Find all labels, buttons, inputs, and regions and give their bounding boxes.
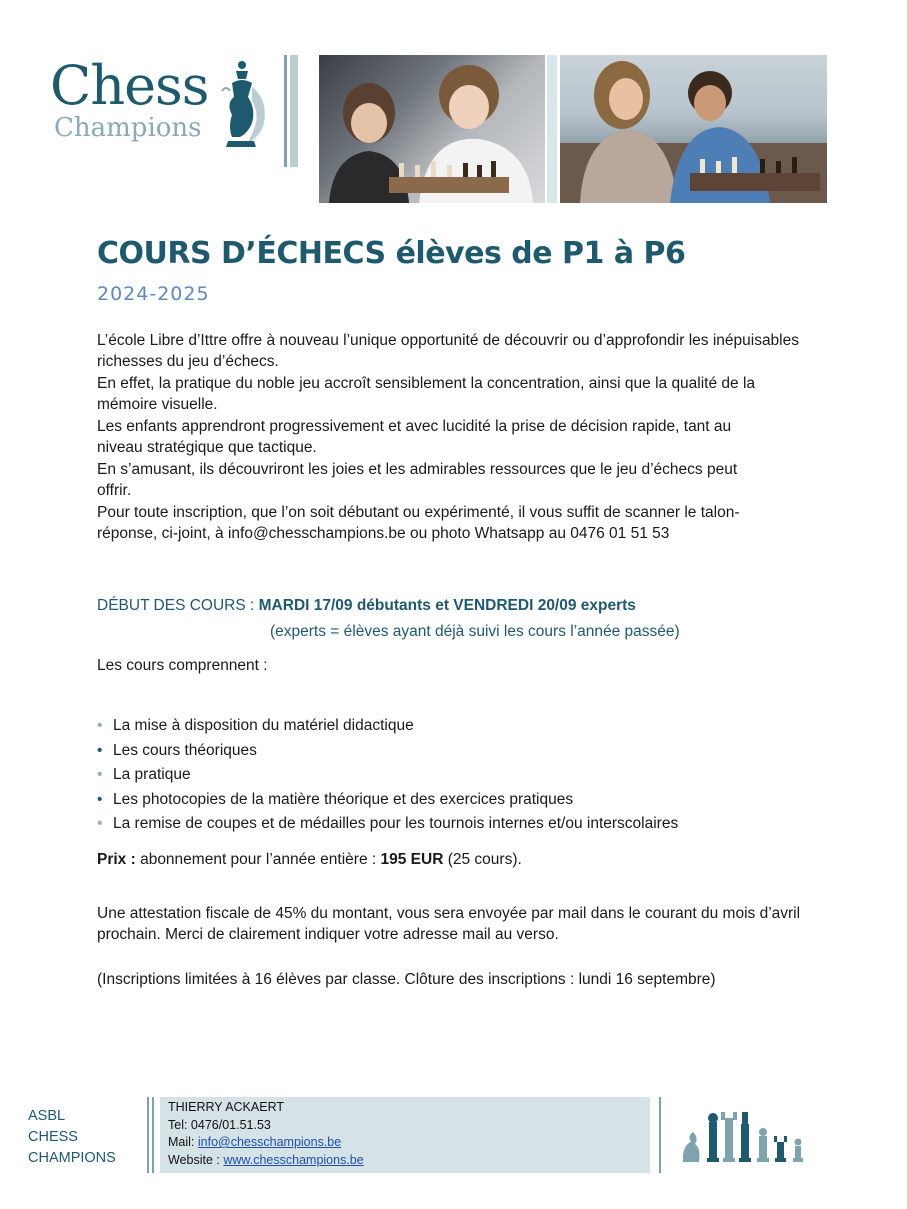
footer-organization: ASBL CHESS CHAMPIONS xyxy=(28,1108,116,1166)
intro-paragraph: En effet, la pratique du noble jeu accroît sensiblement la concentration, ainsi que la qualité de la mémoire visuelle. xyxy=(97,375,756,413)
list-item: • Les photocopies de la matière théorique et des exercices pratiques xyxy=(97,788,678,813)
bullet-icon: • xyxy=(97,741,103,759)
contact-phone: Tel: 0476/01.51.53 xyxy=(168,1117,271,1132)
course-start-label: DÉBUT DES COURS : xyxy=(97,597,259,614)
footer-divider xyxy=(147,1097,157,1173)
bullet-icon: • xyxy=(97,717,103,734)
school-year: 2024-2025 xyxy=(97,283,210,305)
course-contents-list xyxy=(97,714,678,837)
list-item: • La mise à disposition du matériel didactique xyxy=(97,714,678,739)
footer-separator xyxy=(659,1097,661,1173)
registration-limits: (Inscriptions limitées à 16 élèves par classe. Clôture des inscriptions : lundi 16 septembre) xyxy=(97,971,716,988)
list-item: • La pratique xyxy=(97,763,678,788)
intro-paragraph: L’école Libre d’Ittre offre à nouveau l’unique opportunité de découvrir ou d’approfondir les inépuisables richesses du jeu d’échecs. xyxy=(97,332,799,370)
price-line: Prix : abonnement pour l’année entière : 195 EUR (25 cours). xyxy=(97,851,522,868)
intro-paragraph: Les enfants apprendront progressivement et avec lucidité la prise de décision rapide, tant au niveau stratégique que tactique. xyxy=(97,418,732,456)
photo-divider xyxy=(547,55,557,203)
photo-boys-playing-chess xyxy=(319,55,545,203)
website-link[interactable]: www.chesschampions.be xyxy=(223,1152,364,1167)
chess-champions-logo xyxy=(40,55,310,203)
bullet-icon: • xyxy=(97,815,103,833)
logo-champions-text: Champions xyxy=(54,113,202,143)
queen-piece-icon xyxy=(218,57,276,149)
tax-certificate-note: Une attestation fiscale de 45% du montant, vous sera envoyée par mail dans le courant du mois d’avril prochain. Merci de clairement indiquer votre adresse mail au verso. xyxy=(97,905,801,943)
logo-chess-text: Chess xyxy=(50,54,209,117)
header xyxy=(40,55,827,203)
course-start-dates: MARDI 17/09 débutants et VENDREDI 20/09 experts xyxy=(258,597,636,614)
email-link[interactable]: info@chesschampions.be xyxy=(197,1135,342,1149)
logo-bars xyxy=(284,55,302,167)
list-item: • Les cours théoriques xyxy=(97,739,678,764)
chess-pieces-icon xyxy=(681,1108,809,1164)
photo-kids-outdoor-chess xyxy=(560,55,827,203)
contact-website: Website : www.chesschampions.be xyxy=(168,1152,364,1167)
experts-note: (experts = élèves ayant déjà suivi les cours l’année passée) xyxy=(270,623,680,640)
intro-text xyxy=(97,330,837,545)
list-item: • La remise de coupes et de médailles pour les tournois internes et/ou interscolaires xyxy=(97,812,678,837)
intro-paragraph: Pour toute inscription, que l’on soit débutant ou expérimenté, il vous suffit de scanner le talon-réponse, ci-joint, à info@chesschampions.be ou photo Whatsapp au 0476 01 51 53 xyxy=(97,504,740,542)
course-start xyxy=(97,597,636,615)
contact-name: THIERRY ACKAERT xyxy=(168,1100,285,1114)
price-amount: 195 EUR xyxy=(380,851,444,868)
intro-paragraph: En s’amusant, ils découvriront les joies et les admirables ressources que le jeu d’échecs peut offrir. xyxy=(97,461,738,499)
courses-intro: Les cours comprennent : xyxy=(97,657,268,674)
bullet-icon: • xyxy=(97,766,103,784)
bullet-icon: • xyxy=(97,790,103,808)
contact-mail: Mail: info@chesschampions.be xyxy=(168,1135,342,1149)
page-title: COURS D’ÉCHECS élèves de P1 à P6 xyxy=(97,236,686,271)
price-label: Prix : xyxy=(97,851,136,868)
contact-box xyxy=(160,1097,650,1173)
